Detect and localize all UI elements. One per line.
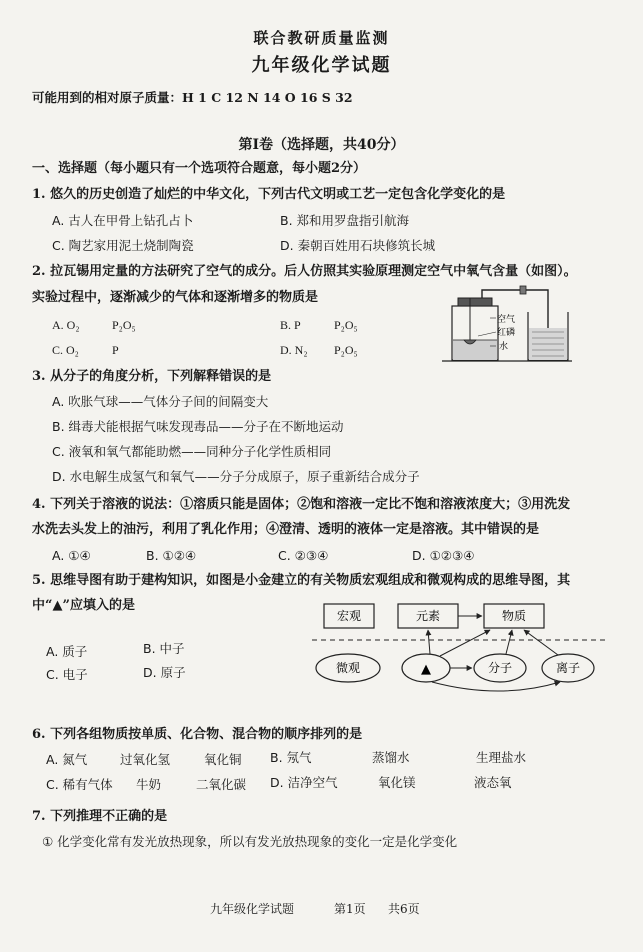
q4-option-a: A. ①④ bbox=[52, 548, 91, 563]
q6-option-a-2: 过氧化氢 bbox=[120, 752, 171, 767]
q2-option-b-product: P₂O₅ bbox=[334, 318, 358, 332]
footer-exam-name: 九年级化学试题 bbox=[210, 902, 295, 916]
q6-option-a-3: 氧化铜 bbox=[204, 752, 242, 767]
q5-stem-line2: 中“▲”应填入的是 bbox=[32, 598, 135, 613]
q2-option-c-product: P bbox=[112, 343, 119, 357]
q6-option-d-1: D. 洁净空气 bbox=[270, 775, 338, 790]
q1-stem: 1. 悠久的历史创造了灿烂的中华文化，下列古代文明或工艺一定包含化学变化的是 bbox=[32, 187, 506, 202]
map-ion-label: 离子 bbox=[555, 661, 581, 675]
q2-option-b-gas: B. P bbox=[280, 318, 301, 332]
q2-stem-line2: 实验过程中，逐渐减少的气体和逐渐增多的物质是 bbox=[32, 290, 319, 305]
map-molecule-label: 分子 bbox=[487, 661, 513, 675]
q2-option-a-gas: A. O₂ bbox=[52, 318, 80, 332]
fig-label-water: 水 bbox=[499, 342, 509, 352]
q6-option-d-3: 液态氧 bbox=[474, 775, 512, 790]
q4-option-d: D. ①②③④ bbox=[412, 548, 475, 563]
fig-label-phosphorus: 红磷 bbox=[497, 328, 516, 338]
q6-option-c-3: 二氧化碳 bbox=[196, 777, 247, 792]
q5-option-d: D. 原子 bbox=[143, 665, 186, 680]
q2-option-c-gas: C. O₂ bbox=[52, 343, 79, 357]
q3-option-a: A. 吹胀气球——气体分子间的间隔变大 bbox=[52, 394, 269, 409]
map-macro-label: 宏观 bbox=[336, 609, 362, 623]
map-substance-label: 物质 bbox=[501, 609, 527, 623]
atomic-mass-line: 可能用到的相对原子质量：H 1 C 12 N 14 O 16 S 32 bbox=[32, 90, 353, 105]
q6-option-b-3: 生理盐水 bbox=[476, 750, 527, 765]
section-title: 一、选择题（每小题只有一个选项符合题意，每小题2分） bbox=[32, 161, 367, 176]
q4-option-c: C. ②③④ bbox=[278, 548, 329, 563]
footer-page-number: 第1页 bbox=[334, 902, 366, 916]
footer-total-pages: 共6页 bbox=[388, 902, 420, 916]
map-micro-label: 微观 bbox=[335, 661, 361, 675]
q5-option-a: A. 质子 bbox=[46, 644, 88, 659]
q6-option-c-2: 牛奶 bbox=[136, 777, 162, 792]
q3-stem: 3. 从分子的角度分析，下列解释错误的是 bbox=[32, 369, 272, 384]
q6-option-c-1: C. 稀有气体 bbox=[46, 777, 113, 792]
map-triangle-placeholder: ▲ bbox=[421, 662, 431, 677]
q5-mind-map bbox=[310, 600, 610, 698]
q2-option-d-gas: D. N₂ bbox=[280, 343, 308, 357]
q6-option-b-2: 蒸馏水 bbox=[372, 750, 410, 765]
q1-option-c: C. 陶艺家用泥土烧制陶瓷 bbox=[52, 238, 194, 253]
q4-stem-line1: 4. 下列关于溶液的说法：①溶质只能是固体；②饱和溶液一定比不饱和溶液浓度大；③用洗发 bbox=[32, 497, 571, 512]
q2-option-a-product: P₂O₅ bbox=[112, 318, 136, 332]
q6-option-d-2: 氧化镁 bbox=[378, 775, 416, 790]
q1-option-b: B. 郑和用罗盘指引航海 bbox=[280, 213, 410, 228]
exam-title: 九年级化学试题 bbox=[251, 55, 392, 76]
q4-stem-line2: 水洗去头发上的油污，利用了乳化作用；④澄清、透明的液体一定是溶液。其中错误的是 bbox=[32, 522, 540, 537]
q6-option-b-1: B. 氖气 bbox=[270, 750, 312, 765]
q1-option-a: A. 古人在甲骨上钻孔占卜 bbox=[52, 213, 194, 228]
q4-option-b: B. ①②④ bbox=[146, 548, 197, 563]
fig-label-air: 空气 bbox=[497, 315, 516, 325]
q5-option-c: C. 电子 bbox=[46, 667, 88, 682]
q6-option-a-1: A. 氮气 bbox=[46, 752, 88, 767]
map-element-label: 元素 bbox=[415, 609, 441, 623]
q2-option-d-product: P₂O₅ bbox=[334, 343, 358, 357]
q2-stem-line1: 2. 拉瓦锡用定量的方法研究了空气的成分。后人仿照其实验原理测定空气中氧气含量（如图）。 bbox=[32, 264, 577, 279]
q5-stem-line1: 5. 思维导图有助于建构知识，如图是小金建立的有关物质宏观组成和微观构成的思维导图，其 bbox=[32, 573, 571, 588]
q2-apparatus-figure bbox=[440, 282, 575, 364]
q3-option-b: B. 缉毒犬能根据气味发现毒品——分子在不断地运动 bbox=[52, 419, 344, 434]
q1-option-d: D. 秦朝百姓用石块修筑长城 bbox=[280, 238, 436, 253]
q5-option-b: B. 中子 bbox=[143, 641, 185, 656]
org-title: 联合教研质量监测 bbox=[253, 29, 390, 47]
q3-option-d: D. 水电解生成氢气和氧气——分子分成原子，原子重新结合成分子 bbox=[52, 469, 420, 484]
q7-stem: 7. 下列推理不正确的是 bbox=[32, 809, 168, 824]
q6-stem: 6. 下列各组物质按单质、化合物、混合物的顺序排列的是 bbox=[32, 727, 363, 742]
q7-statement-1: ① 化学变化常有发光放热现象，所以有发光放热现象的变化一定是化学变化 bbox=[42, 834, 458, 849]
q3-option-c: C. 液氧和氧气都能助燃——同种分子化学性质相同 bbox=[52, 444, 332, 459]
part1-title: 第Ⅰ卷（选择题，共40分） bbox=[238, 137, 405, 153]
